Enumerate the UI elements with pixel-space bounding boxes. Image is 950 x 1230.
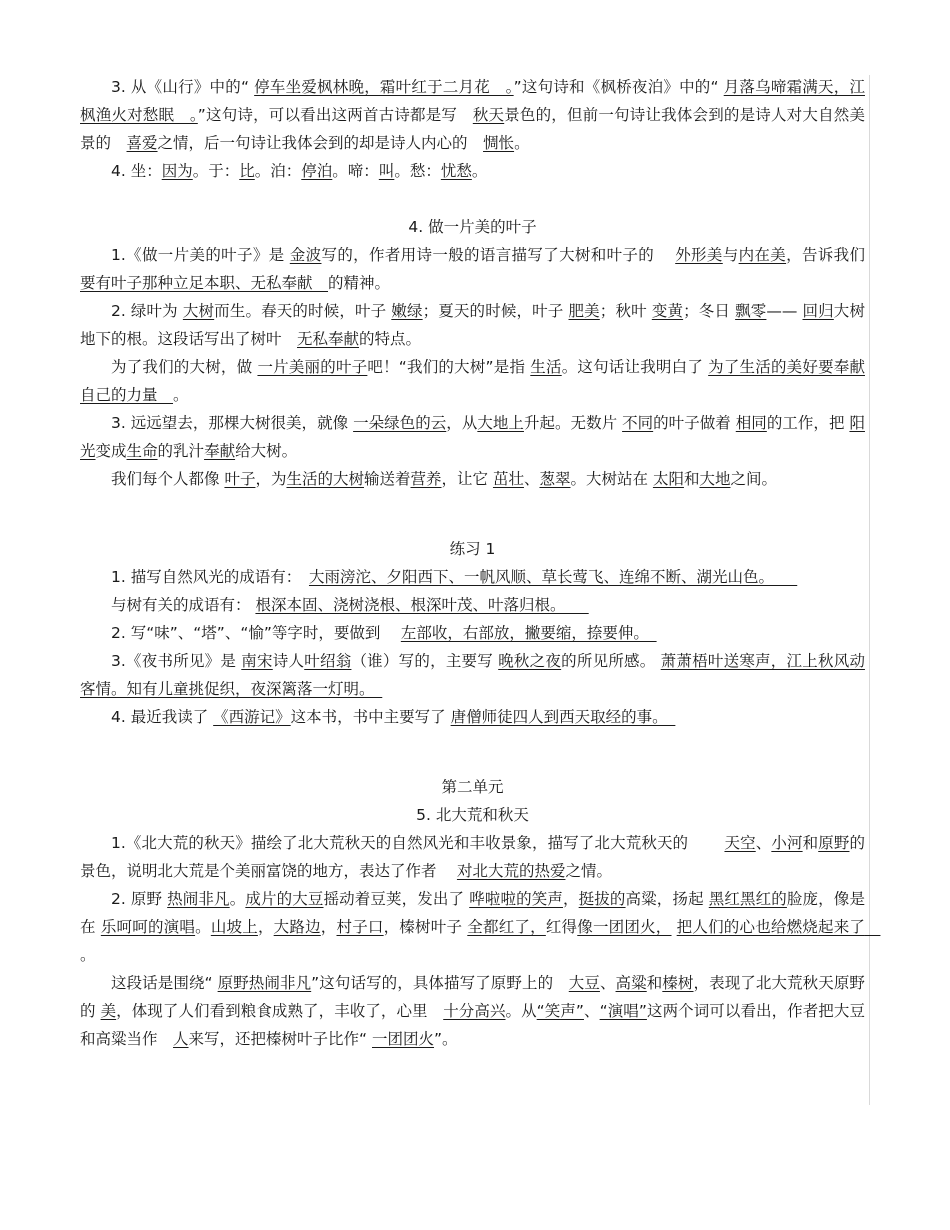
filled-answer: 根深本固、浇树浇根、根深叶茂、叶落归根。 <box>255 596 589 614</box>
filled-answer: 晚秋之夜 <box>498 652 562 670</box>
filled-answer: 天空 <box>724 834 756 852</box>
filled-answer: 茁壮 <box>492 470 524 488</box>
filled-answer: 嫩绿 <box>391 302 423 320</box>
filled-answer: 肥美 <box>568 302 600 320</box>
text-segment: 。啼： <box>332 162 379 180</box>
text-segment: 的所见所感。 <box>561 652 661 670</box>
paragraph <box>80 409 865 465</box>
filled-answer: 外形美 <box>675 246 723 264</box>
filled-answer: 葱翠 <box>539 470 571 488</box>
paragraph <box>80 297 865 353</box>
text-segment: 这本书，书中主要写了 <box>290 708 451 726</box>
text-segment: 2. 原野 <box>111 890 168 908</box>
text-segment: 1. 描写自然风光的成语有： <box>111 568 309 586</box>
text-segment: 的景色，说明北大荒是个美丽富饶的地方，表达了作者 <box>80 834 865 880</box>
text-segment: ，榛树叶子 <box>383 918 468 936</box>
filled-answer: 像一团团火， <box>577 918 672 936</box>
filled-answer: 金波 <box>289 246 322 264</box>
section-title: 5. 北大荒和秋天 <box>416 806 529 824</box>
text-segment: 红得 <box>545 918 578 936</box>
text-segment: 输送着 <box>363 470 411 488</box>
filled-answer: 《西游记》 <box>213 708 291 726</box>
filled-answer: 原野 <box>818 834 850 852</box>
text-segment: ，为 <box>255 470 287 488</box>
paragraph <box>80 465 865 493</box>
text-segment: 而生。春天的时候，叶子 <box>214 302 392 320</box>
filled-answer: 阳光 <box>80 414 865 460</box>
filled-answer: 热闹非凡 <box>167 890 230 908</box>
filled-answer: 原野热闹非凡 <box>217 974 312 992</box>
text-segment: 2. 写“味”、“塔”、“愉”等字时，要做到 <box>111 624 401 642</box>
filled-answer: 惆怅 <box>483 134 515 152</box>
text-segment: 。愁： <box>394 162 441 180</box>
text-segment: 写的，作者用诗一般的语言描写了大树和叶子的 <box>321 246 676 264</box>
text-segment: 来写，还把榛树叶子比作“ <box>188 1030 372 1048</box>
filled-answer: 挺拔的 <box>578 890 626 908</box>
filled-answer: 一朵绿色的云 <box>353 414 447 432</box>
text-segment: 脸庞，像是在 <box>80 890 865 936</box>
filled-answer: 要有叶子那种立足本职、无私奉献 <box>80 274 329 292</box>
text-segment: （谁）写的，主要写 <box>351 652 499 670</box>
text-segment: 4. 最近我读了 <box>111 708 214 726</box>
filled-answer: 生活 <box>530 358 562 376</box>
text-segment: 和 <box>646 974 663 992</box>
text-segment: 之间。 <box>730 470 777 488</box>
text-segment: ”。 <box>434 1030 458 1048</box>
text-segment: 1.《做一片美的叶子》是 <box>111 246 290 264</box>
text-segment: 大树地下的根。这段话写出了树叶 <box>80 302 865 348</box>
paragraph <box>80 591 865 619</box>
filled-answer: 不同 <box>622 414 654 432</box>
text-segment: 、 <box>599 974 616 992</box>
filled-answer: 停泊 <box>301 162 333 180</box>
text-segment: 之情。 <box>565 862 612 880</box>
filled-answer: “演唱” <box>599 1002 647 1020</box>
filled-answer: 大路边 <box>273 918 321 936</box>
section-title: 4. 做一片美的叶子 <box>408 218 537 236</box>
paragraph <box>80 885 881 969</box>
text-segment: 。 <box>229 890 246 908</box>
text-segment: 的工作，把 <box>766 414 850 432</box>
text-segment: 、 <box>583 1002 600 1020</box>
filled-answer: 为了生活的美好要奉献自己的力量 <box>80 358 865 404</box>
filled-answer: 高粱 <box>615 974 647 992</box>
text-segment: 这两个词可以看出，作者把大豆和高粱当作 <box>80 1002 865 1048</box>
paragraph <box>80 703 865 731</box>
text-segment: 我们每个人都像 <box>111 470 225 488</box>
text-segment: 景色的，但前一句诗让我体会到的是诗人对大自然美景的 <box>80 106 865 152</box>
text-segment: 的特点。 <box>359 330 422 348</box>
paragraph <box>80 241 865 297</box>
text-segment: 。于： <box>192 162 240 180</box>
text-segment: 1.《北大荒的秋天》描绘了北大荒秋天的自然风光和丰收景象，描写了北大荒秋天的 <box>111 834 725 852</box>
text-segment: 为了我们的大树，做 <box>111 358 258 376</box>
filled-answer: 美 <box>100 1002 117 1020</box>
filled-answer: 小河 <box>771 834 803 852</box>
text-segment: ，体现了人们看到粮食成熟了，丰收了，心里 <box>116 1002 444 1020</box>
filled-answer: 大地上 <box>477 414 524 432</box>
text-segment: 给大树。 <box>235 442 298 460</box>
filled-answer: 因为 <box>161 162 193 180</box>
paragraph <box>80 157 865 185</box>
text-segment: 。 <box>471 162 488 180</box>
text-segment: 。从 <box>505 1002 537 1020</box>
filled-answer: 人 <box>173 1030 189 1048</box>
text-segment: 2. 绿叶为 <box>111 302 183 320</box>
filled-answer: 对北大荒的热爱 <box>456 862 566 880</box>
text-segment: ；秋叶 <box>599 302 652 320</box>
document-content <box>80 73 881 1053</box>
text-segment: 的乳汁 <box>157 442 205 460</box>
text-segment: 变成 <box>95 442 127 460</box>
filled-answer: 萧萧梧叶送寒声，江上秋风动客情。知有儿童挑促织，夜深篱落一灯明。 <box>80 652 865 698</box>
text-segment: 的精神。 <box>328 274 391 292</box>
filled-answer: 月落乌啼霜满天，江枫渔火对愁眠 。 <box>80 78 865 124</box>
text-segment: 。泊： <box>254 162 302 180</box>
text-segment: ， <box>320 918 337 936</box>
text-segment: 与树有关的成语有： <box>111 596 256 614</box>
filled-answer: 左部收，右部放，撇要缩，捺要伸。 <box>400 624 657 642</box>
text-segment: 诗人 <box>272 652 305 670</box>
filled-answer: 南宋 <box>241 652 273 670</box>
filled-answer: 大豆 <box>568 974 600 992</box>
text-segment: 吧！“我们的大树”是指 <box>367 358 531 376</box>
text-segment: 。 <box>195 918 211 936</box>
filled-answer: 相同 <box>735 414 767 432</box>
text-segment: 之情，后一句诗让我体会到的却是诗人内心的 <box>157 134 484 152</box>
paragraph <box>80 969 865 1053</box>
filled-answer: “笑声” <box>536 1002 584 1020</box>
text-segment: ，从 <box>446 414 478 432</box>
text-segment: 这段话是围绕“ <box>111 974 218 992</box>
text-segment: ；冬日 <box>683 302 736 320</box>
text-segment: 。 <box>173 386 189 404</box>
text-segment: ”这句诗，可以看出这两首古诗都是写 <box>197 106 473 124</box>
paragraph <box>80 829 865 885</box>
filled-answer: 营养 <box>410 470 442 488</box>
text-segment: 摇动着豆荚，发出了 <box>323 890 470 908</box>
text-segment: 。 <box>80 946 96 964</box>
paragraph <box>80 563 865 591</box>
filled-answer: 飘零 <box>735 302 767 320</box>
filled-answer: 大地 <box>699 470 731 488</box>
text-segment: 4. 坐： <box>111 162 162 180</box>
text-segment: ，表现了北大荒秋天原野的 <box>80 974 865 1020</box>
text-segment: 升起。无数片 <box>523 414 623 432</box>
text-segment: 3. 远远望去，那棵大树很美，就像 <box>111 414 354 432</box>
paragraph <box>80 353 865 409</box>
filled-answer: 变黄 <box>651 302 684 320</box>
filled-answer: 大树 <box>182 302 215 320</box>
text-segment: 和 <box>802 834 819 852</box>
paragraph <box>80 73 865 157</box>
filled-answer: 忧愁 <box>440 162 472 180</box>
text-segment: ， <box>257 918 274 936</box>
text-segment: 和 <box>683 470 700 488</box>
text-segment: 高粱，扬起 <box>625 890 709 908</box>
filled-answer: 成片的大豆 <box>245 890 324 908</box>
filled-answer: 大雨滂沱、夕阳西下、一帆风顺、草长莺飞、连绵不断、湖光山色。 <box>308 568 798 586</box>
filled-answer: 回归 <box>802 302 834 320</box>
filled-answer: 十分高兴 <box>443 1002 506 1020</box>
filled-answer: 叶绍翁 <box>304 652 352 670</box>
filled-answer: 唐僧师徒四人到西天取经的事。 <box>450 708 676 726</box>
filled-answer: 秋天 <box>472 106 505 124</box>
filled-answer: 太阳 <box>652 470 684 488</box>
filled-answer: 生活的大树 <box>286 470 364 488</box>
filled-answer: 榛树 <box>662 974 694 992</box>
filled-answer: 乐呵呵的演唱 <box>100 918 196 936</box>
text-segment: ”这句话写的，具体描写了原野上的 <box>311 974 569 992</box>
filled-answer: 内在美 <box>738 246 787 264</box>
text-segment: 3.《夜书所见》是 <box>111 652 242 670</box>
filled-answer: 奉献 <box>204 442 236 460</box>
section-title: 练习 1 <box>449 540 496 558</box>
text-segment: 、 <box>755 834 772 852</box>
filled-answer: 山坡上 <box>210 918 258 936</box>
paragraph <box>80 647 865 703</box>
section-spacer <box>80 185 865 213</box>
section-spacer <box>80 493 865 535</box>
filled-answer: 无私奉献 <box>297 330 360 348</box>
text-segment: ，让它 <box>441 470 493 488</box>
filled-answer: 比 <box>239 162 255 180</box>
filled-answer: 一片美丽的叶子 <box>257 358 368 376</box>
filled-answer: 喜爱 <box>126 134 158 152</box>
filled-answer: 村子口 <box>336 918 384 936</box>
right-margin-rule <box>869 75 870 1105</box>
filled-answer: 停车坐爱枫林晚，霜叶红于二月花 。 <box>254 78 514 96</box>
filled-answer: 把人们的心也给燃烧起来了 <box>676 918 881 936</box>
filled-answer: 叶子 <box>224 470 256 488</box>
text-segment: ， <box>563 890 579 908</box>
text-segment: 。大树站在 <box>570 470 653 488</box>
text-segment: ；夏天的时候，叶子 <box>422 302 569 320</box>
paragraph <box>80 619 865 647</box>
text-segment: 3. 从《山行》中的“ <box>111 78 255 96</box>
text-segment: 。 <box>514 134 530 152</box>
filled-answer: 哗啦啦的笑声 <box>469 890 564 908</box>
text-segment: ，告诉我们 <box>786 246 865 264</box>
text-segment: 、 <box>523 470 540 488</box>
filled-answer: 生命 <box>126 442 158 460</box>
text-segment: 。这句话让我明白了 <box>561 358 709 376</box>
filled-answer: 全都红了， <box>467 918 546 936</box>
text-segment: 的叶子做着 <box>653 414 736 432</box>
text-segment: —— <box>766 302 803 320</box>
text-segment: 与 <box>722 246 739 264</box>
section-spacer <box>80 731 865 773</box>
filled-answer: 黑红黑红的 <box>708 890 787 908</box>
section-title: 第二单元 <box>441 778 504 796</box>
filled-answer: 一团团火 <box>372 1030 435 1048</box>
filled-answer: 叫 <box>378 162 395 180</box>
text-segment: ”这句诗和《枫桥夜泊》中的“ <box>513 78 724 96</box>
